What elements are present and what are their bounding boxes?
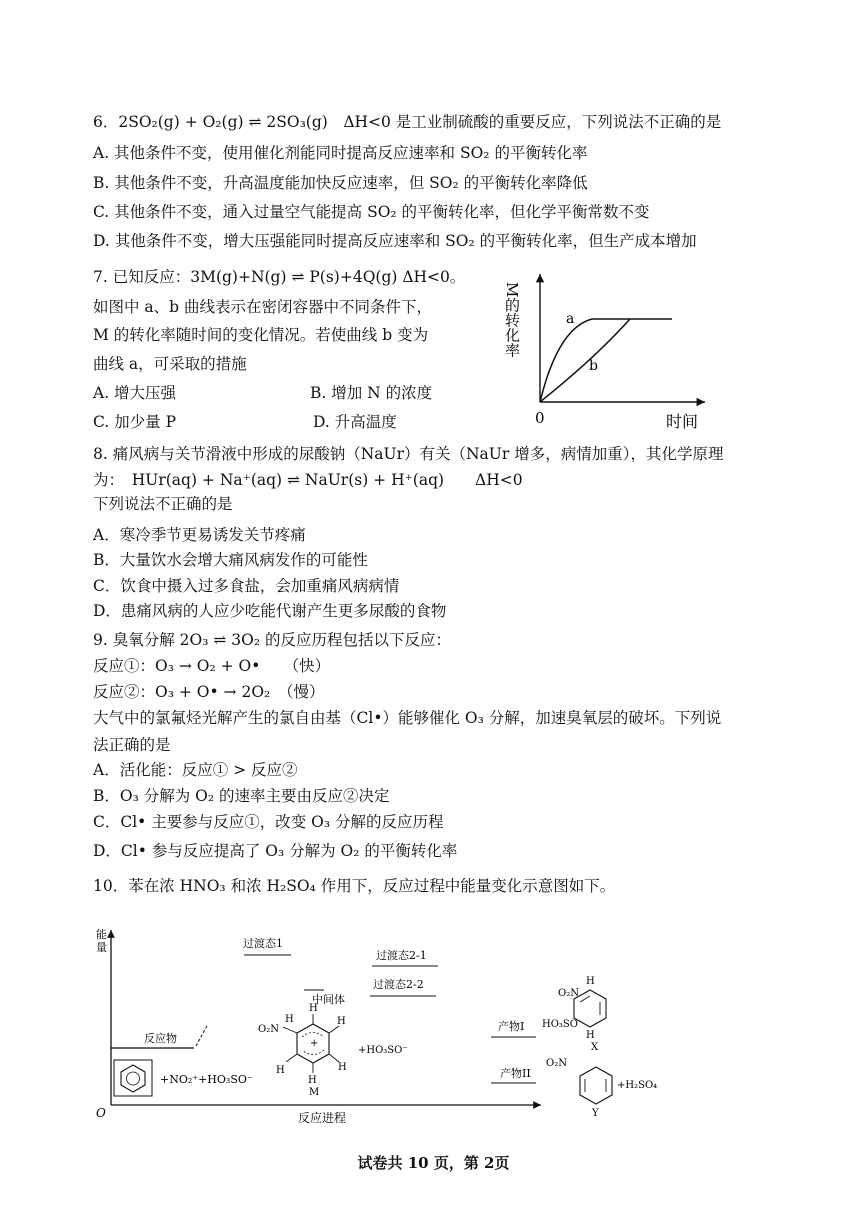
ts1-label: 过渡态1 [243, 937, 283, 950]
reaction-progress-label: 反应进程 [298, 1111, 347, 1125]
curve-a-label: a [566, 311, 575, 327]
origin-o: O [96, 1106, 106, 1120]
m-label: M [309, 1087, 320, 1098]
q8-option-d: D．患痛风病的人应少吃能代谢产生更多尿酸的食物 [93, 602, 447, 620]
x-h-top: H [586, 976, 595, 987]
q8-option-a: A．寒冷季节更易诱发关节疼痛 [93, 526, 306, 544]
m-plus: + [310, 1038, 319, 1049]
q9-line5: 法正确的是 [93, 736, 171, 754]
reactant-dashed [196, 1024, 208, 1046]
reactant-label: 反应物 [144, 1032, 177, 1045]
m-no2: O₂N [258, 1024, 279, 1035]
x-h-bottom: H [586, 1030, 595, 1041]
q7-line1: 7. 已知反应：3M(g)+N(g) ⇌ P(s)+4Q(g) ΔH<0。 [93, 268, 466, 286]
reagents-text: +NO₂⁺+HO₃SO⁻ [160, 1073, 253, 1086]
m-h4: H [276, 1065, 285, 1076]
q8-line3: 下列说法不正确的是 [93, 495, 233, 513]
q7-option-a: A. 增大压强 [93, 384, 177, 402]
q9-option-c: C．Cl• 主要参与反应①，改变 O₃ 分解的反应历程 [93, 813, 444, 831]
benzene-reactant [114, 1060, 152, 1096]
x-label: X [591, 1042, 599, 1053]
x-ho3so: HO₃SO [542, 1019, 578, 1030]
x-no2: O₂N [558, 988, 579, 999]
energy-label-2: 量 [96, 941, 107, 954]
m-h5: H [338, 1062, 347, 1073]
q9-line1: 9. 臭氧分解 2O₃ ⇌ 3O₂ 的反应历程包括以下反应： [93, 631, 451, 649]
m-h6: H [308, 1075, 317, 1086]
q10-stem: 10．苯在浓 HNO₃ 和浓 H₂SO₄ 作用下，反应过程中能量变化示意图如下。 [93, 877, 616, 895]
q6-option-b: B. 其他条件不变，升高温度能加快反应速率，但 SO₂ 的平衡转化率降低 [93, 174, 588, 192]
q9-option-a: A．活化能：反应① > 反应② [93, 761, 298, 779]
x-axis-label: 时间 [666, 412, 699, 431]
q7-option-d: D. 升高温度 [313, 413, 397, 431]
hso4-text: +HO₃SO⁻ [358, 1045, 408, 1056]
product-y-structure [580, 1067, 612, 1104]
q6-option-a: A. 其他条件不变，使用催化剂能同时提高反应速率和 SO₂ 的平衡转化率 [93, 144, 588, 162]
q8-line2: 为： HUr(aq) + Na⁺(aq) ⇌ NaUr(s) + H⁺(aq) ΔH<0 [93, 471, 523, 489]
q9-option-b: B．O₃ 分解为 O₂ 的速率主要由反应②决定 [93, 787, 390, 805]
y-label: Y [592, 1108, 599, 1119]
intermediate-label: 中间体 [312, 993, 345, 1006]
h2so4-text: +H₂SO₄ [617, 1080, 658, 1091]
energy-label-1: 能 [96, 928, 107, 941]
q6-option-d: D. 其他条件不变，增大压强能同时提高反应速率和 SO₂ 的平衡转化率，但生产成本增加 [93, 232, 697, 250]
y-no2: O₂N [546, 1058, 567, 1069]
ts21-label: 过渡态2-1 [376, 949, 427, 962]
origin-label: 0 [535, 409, 545, 427]
q6-stem: 6．2SO₂(g) + O₂(g) ⇌ 2SO₃(g) ΔH<0 是工业制硫酸的重要反应，下列说法不正确的是 [93, 113, 722, 131]
q9-reaction-1: 反应①：O₃ → O₂ + O• （快） [93, 657, 331, 675]
curve-b-label: b [589, 358, 598, 374]
q7-conversion-graph [500, 268, 720, 440]
q8-option-b: B．大量饮水会增大痛风病发作的可能性 [93, 551, 368, 569]
m-h1: H [285, 1014, 294, 1025]
q10-energy-diagram [86, 920, 706, 1130]
q8-option-c: C．饮食中摄入过多食盐，会加重痛风病病情 [93, 577, 400, 595]
q7-option-b: B. 增加 N 的浓度 [310, 384, 433, 402]
q6-option-c: C. 其他条件不变，通入过量空气能提高 SO₂ 的平衡转化率，但化学平衡常数不变 [93, 203, 650, 221]
q7-line2: 如图中 a、b 曲线表示在密闭容器中不同条件下， [93, 298, 433, 316]
m-h2: H [309, 1003, 318, 1014]
q7-line3: M 的转化率随时间的变化情况。若使曲线 b 变为 [93, 326, 429, 344]
y-axis-label: M的转化率 [503, 282, 521, 358]
m-h3: H [337, 1016, 346, 1027]
q7-option-c: C. 加少量 P [93, 413, 177, 431]
q7-line4: 曲线 a，可采取的措施 [93, 355, 247, 373]
product1-label: 产物I [498, 1020, 525, 1033]
q9-option-d: D．Cl• 参与反应提高了 O₃ 分解为 O₂ 的平衡转化率 [93, 842, 458, 860]
q9-reaction-2: 反应②：O₃ + O• → 2O₂ （慢） [93, 683, 325, 701]
page-footer: 试卷共 10 页，第 2页 [357, 1154, 510, 1172]
q9-line4: 大气中的氯氟烃光解产生的氯自由基（Cl•）能够催化 O₃ 分解，加速臭氧层的破坏。下列说 [93, 709, 722, 727]
curve-a [540, 319, 672, 402]
q8-line1: 8. 痛风病与关节滑液中形成的尿酸钠（NaUr）有关（NaUr 增多，病情加重），其化学原理 [93, 445, 724, 463]
product2-label: 产物II [500, 1067, 531, 1080]
ts22-label: 过渡态2-2 [373, 978, 424, 991]
